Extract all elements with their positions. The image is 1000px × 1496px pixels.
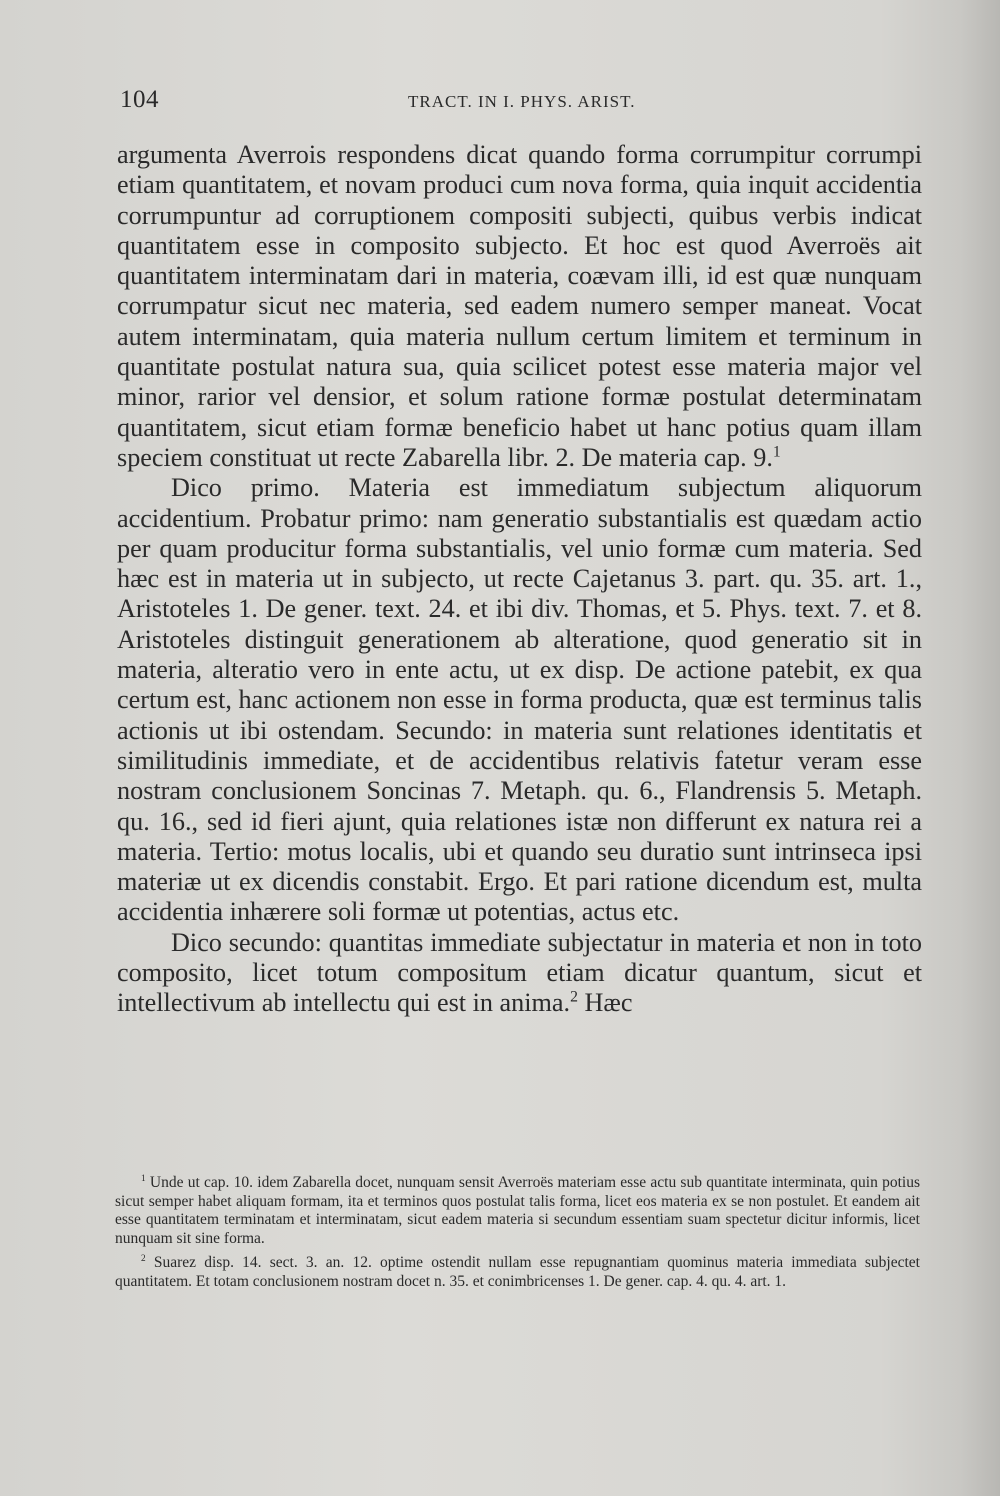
footnotes <box>115 1174 920 1291</box>
paragraph-tail: Hæc <box>577 988 633 1018</box>
paragraph-text: Dico secundo: quantitas immediate subjectatur in materia et non in toto composito, licet totum compositum etiam dicatur quantum, sicut et intellectivum ab intellectu qui est in anima. <box>117 927 922 1018</box>
footnote-text: Suarez disp. 14. sect. 3. an. 12. optime ostendit nullam esse repugnantiam quominus materia immediata subjectet quantitatem. Et totam conclusionem nostram docet n. 35. et conimbricenses 1. De gener. cap. 4. qu. 4. art. 1. <box>115 1254 920 1290</box>
footnote-mark-2: 2 <box>141 1253 146 1264</box>
footnote-reference-1: 1 <box>772 443 781 461</box>
running-title: TRACT. IN I. PHYS. ARIST. <box>408 92 636 111</box>
paragraph-dico-primo: Dico primo. Materia est immediatum subjectum aliquorum accidentium. Probatur primo: nam generatio substantialis est quædam actio per quam producitur forma substantialis, vel unio formæ cum materia. Sed hæc est in materia ut in subjecto, ut recte Cajetanus 3. part. qu. 35. art. 1., Aristoteles 1. De gener. text. 24. et ibi div. Thomas, et 5. Phys. text. 7. et 8. Aristoteles distinguit generationem ab alteratione, quod generatio sit in materia, alteratio vero in ente actu, ut ex disp. De actione patebit, ex qua certum est, hanc actionem non esse in forma producta, quæ est terminus talis actionis ut ibi ostendam. Secundo: in materia sunt relationes identitatis et similitudinis immediate, et de accidentibus relativis fatetur veram esse nostram conclusionem Soncinas 7. Metaph. qu. 6., Flandrensis 5. Metaph. qu. 16., sed id fieri ajunt, quia relationes istæ non differunt ex natura rei a materia. Tertio: motus localis, ubi et quando seu duratio sunt intrinseca ipsi materiæ ut ex dicendis constabit. Ergo. Et pari ratione dicendum est, multa accidentia inhærere soli formæ ut potentias, actus etc. <box>117 473 922 927</box>
footnote-1 <box>115 1174 920 1248</box>
main-text <box>117 140 922 1019</box>
footnote-2 <box>115 1254 920 1291</box>
paragraph-dico-secundo <box>117 928 922 1019</box>
footnote-mark-1: 1 <box>141 1173 146 1184</box>
page-header <box>120 86 920 120</box>
footnote-reference-2: 2 <box>570 988 578 1006</box>
footnote-text: Unde ut cap. 10. idem Zabarella docet, nunquam sensit Averroës materiam esse actu sub quantitate interminata, quin potius sicut semper habet aliquam formam, ita et terminos quos postulat talis forma, licet eos materia ex se non postulet. Et eandem ait esse quantitatem terminatam et interminatam, sicut eadem materia si secundum essentiam suam spectetur dicitur informis, licet nunquam sit sine forma. <box>115 1174 920 1247</box>
paragraph-continuation <box>117 140 922 473</box>
paragraph-text: argumenta Averrois respondens dicat quando forma corrumpitur corrumpi etiam quantitatem, et novam produci cum nova forma, quia inquit accidentia corrumpuntur ad corruptionem compositi subjecti, quibus verbis indicat quantitatem esse in composito subjecto. Et hoc est quod Averroës ait quantitatem interminatam dari in materia, coævam illi, id est quæ nunquam corrumpatur sicut nec materia, sed eadem numero semper maneat. Vocat autem interminatam, quia materia nullum certum limitem et terminum in quantitate postulat natura sua, quia scilicet potest esse materia major vel minor, rarior vel densior, et solum ratione formæ postulat determinatam quantitatem, sicut etiam formæ beneficio habet ut hanc potius quam illam speciem constituat ut recte Zabarella libr. 2. De materia cap. 9. <box>117 140 922 472</box>
page-number: 104 <box>120 86 159 113</box>
